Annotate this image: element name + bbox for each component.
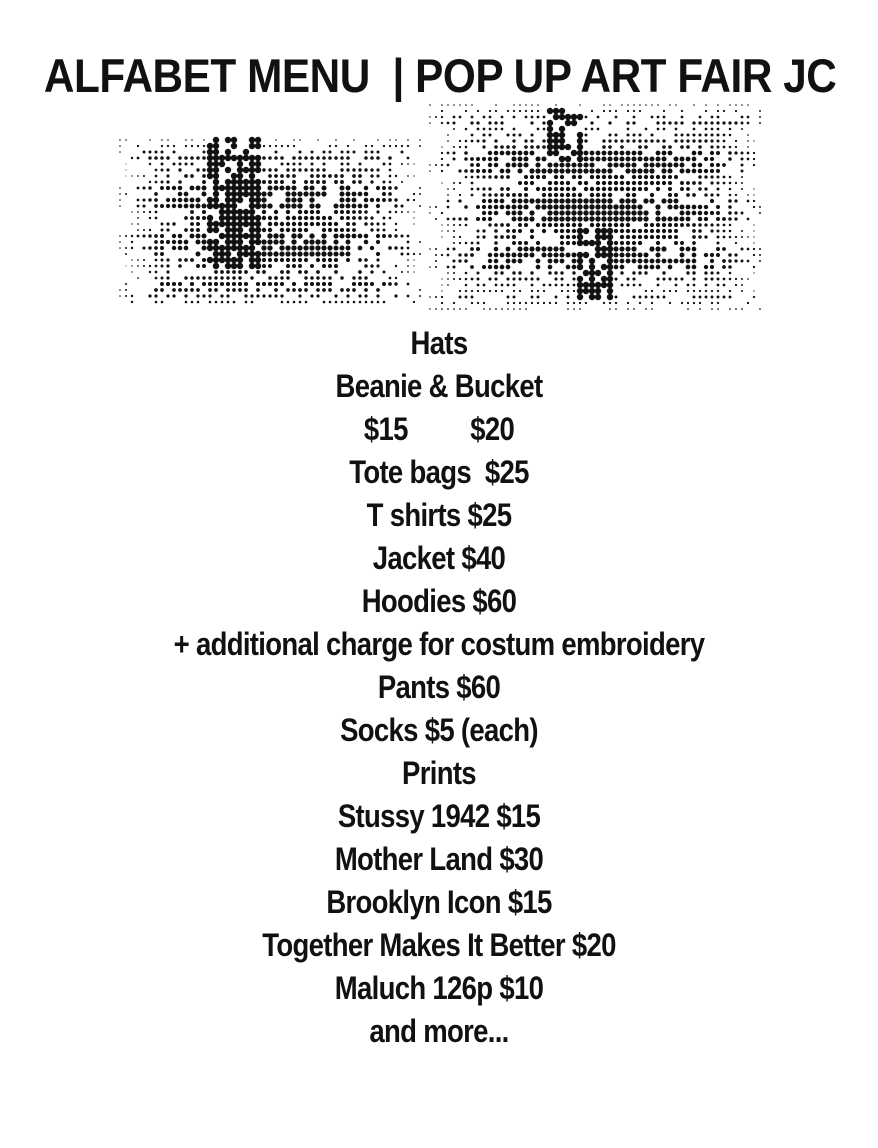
menu-item-and-more: and more... [369,1013,509,1049]
menu-item-t-shirts: T shirts $25 [366,497,512,533]
menu-item-brooklyn-icon: Brooklyn Icon $15 [326,884,552,920]
menu-item-pants: Pants $60 [377,669,501,705]
menu-item-together-makes-it-better: Together Makes It Better $20 [262,927,616,963]
menu-item-jacket: Jacket $40 [372,540,506,576]
menu-item-stussy-1942: Stussy 1942 $15 [337,798,541,834]
menu-item-mother-land: Mother Land $30 [334,841,544,877]
menu-item-maluch-126p: Maluch 126p $10 [334,970,544,1006]
menu-list [0,322,878,1053]
menu-item-beanie-bucket: Beanie & Bucket [335,368,543,404]
menu-item-hat-prices: $15 $20 [363,411,515,447]
menu-section-prints: Prints [402,755,476,791]
menu-item-hoodies: Hoodies $60 [361,583,517,619]
halftone-graphic-icon [110,100,770,320]
menu-item-embroidery-note: + additional charge for costum embroidery [173,626,705,662]
menu-item-socks: Socks $5 (each) [340,712,538,748]
menu-item-tote-bags: Tote bags $25 [349,454,529,490]
menu-item-hats: Hats [410,325,468,361]
page-title: ALFABET MENU | POP UP ART FAIR JC [43,49,837,102]
